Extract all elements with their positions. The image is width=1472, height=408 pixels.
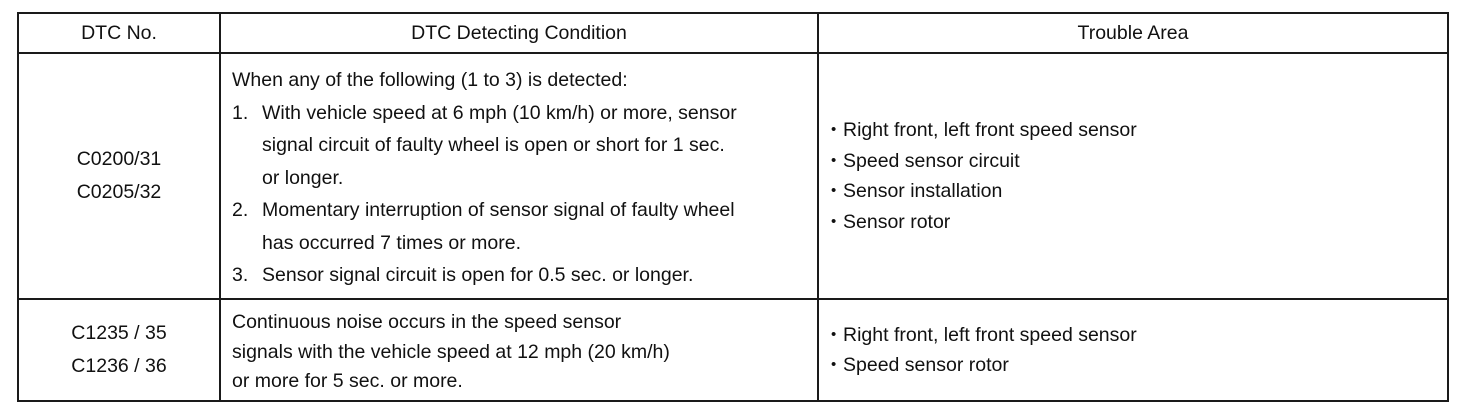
trouble-area-item [831,207,1447,238]
trouble-area-text: Sensor rotor [843,210,951,233]
condition-item [232,259,817,292]
bullet-icon: • [831,121,837,138]
condition-line: signals with the vehicle speed at 12 mph (20 km/h) [232,340,670,363]
condition-item [232,194,817,259]
trouble-area-cell [818,53,1448,299]
dtc-number: C0200/31 [76,148,162,170]
trouble-area-item [831,176,1447,207]
header-trouble-area: Trouble Area [818,13,1448,53]
dtc-number: C0205/32 [76,181,162,203]
condition-line: Momentary interruption of sensor signal of faulty wheel [262,199,735,221]
trouble-area-text: Speed sensor circuit [843,149,1020,172]
trouble-area-text: Right front, left front speed sensor [843,323,1137,346]
condition-number: 2. [232,199,249,221]
trouble-area-item [831,115,1447,146]
trouble-area-item [831,320,1447,351]
condition-number: 1. [232,101,249,124]
table-row [18,299,1448,401]
bullet-icon: • [831,212,837,230]
bullet-icon: • [831,182,837,199]
condition-line: signal circuit of faulty wheel is open or short for 1 sec. [262,134,725,156]
detecting-condition-cell [220,299,818,401]
dtc-table [17,12,1449,402]
condition-line: With vehicle speed at 6 mph (10 km/h) or more, sensor [262,101,737,124]
condition-number: 3. [232,264,249,286]
trouble-area-list [831,115,1447,237]
trouble-area-cell [818,299,1448,401]
condition-line: or more for 5 sec. or more. [232,370,463,392]
dtc-number: C1235 / 35 [71,322,167,344]
detecting-condition-cell [220,53,818,299]
header-detecting-condition: DTC Detecting Condition [220,13,818,53]
header-dtc-no: DTC No. [18,13,220,53]
condition-list [232,97,817,292]
trouble-area-item [831,146,1447,177]
condition-line: Continuous noise occurs in the speed sensor [232,311,622,333]
table-header-row [18,13,1448,53]
table-row [18,53,1448,299]
dtc-number: C1236 / 36 [71,355,167,377]
bullet-icon: • [831,325,837,343]
dtc-number-cell [18,299,220,401]
condition-line: Sensor signal circuit is open for 0.5 sec. or longer. [262,264,694,286]
condition-item [232,97,817,195]
condition-line: has occurred 7 times or more. [262,231,522,254]
trouble-area-list [831,320,1447,381]
trouble-area-text: Sensor installation [843,180,1003,202]
trouble-area-text: Speed sensor rotor [843,354,1009,376]
condition-line: or longer. [262,166,344,189]
condition-intro: When any of the following (1 to 3) is detected: [232,69,628,91]
bullet-icon: • [831,356,837,373]
bullet-icon: • [831,151,837,169]
trouble-area-item [831,350,1447,381]
dtc-number-cell [18,53,220,299]
trouble-area-text: Right front, left front speed sensor [843,119,1137,141]
